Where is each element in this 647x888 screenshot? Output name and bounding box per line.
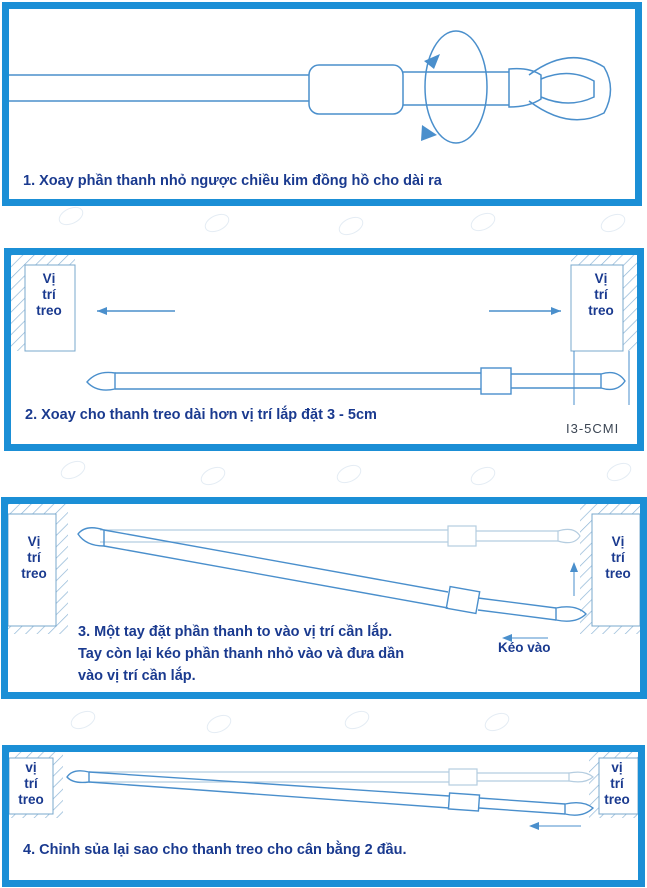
- step-4-illustration: [9, 752, 638, 880]
- step-3-caption-line-1: 3. Một tay đặt phần thanh to vào vị trí cần lắp.: [78, 624, 393, 640]
- right-wall-label: vị trí treo: [604, 760, 630, 807]
- step-3-caption-line-3: vào vị trí cần lắp.: [78, 668, 196, 684]
- measure-label: I3-5CMI: [566, 421, 620, 436]
- pull-label: Kéo vào: [498, 640, 551, 655]
- left-wall-label: vị trí treo: [18, 760, 44, 807]
- right-wall-label: Vị trí treo: [605, 534, 631, 581]
- step-2-caption: 2. Xoay cho thanh treo dài hơn vị trí lắp đặt 3 - 5cm: [25, 407, 377, 423]
- step-1-panel: [2, 2, 642, 206]
- right-wall-label: Vị trí treo: [588, 271, 614, 318]
- step-4-caption: 4. Chỉnh sủa lại sao cho thanh treo cho cân bằng 2 đầu.: [23, 842, 407, 858]
- left-wall-label: Vị trí treo: [36, 271, 62, 318]
- step-3-panel: [1, 497, 647, 699]
- step-1-caption: 1. Xoay phần thanh nhỏ ngược chiều kim đồng hồ cho dài ra: [23, 173, 442, 189]
- step-3-caption-line-2: Tay còn lại kéo phần thanh nhỏ vào và đưa dần: [78, 646, 405, 662]
- step-4-panel: [2, 745, 645, 887]
- left-wall-label: Vị trí treo: [21, 534, 47, 581]
- step-2-panel: [4, 248, 644, 451]
